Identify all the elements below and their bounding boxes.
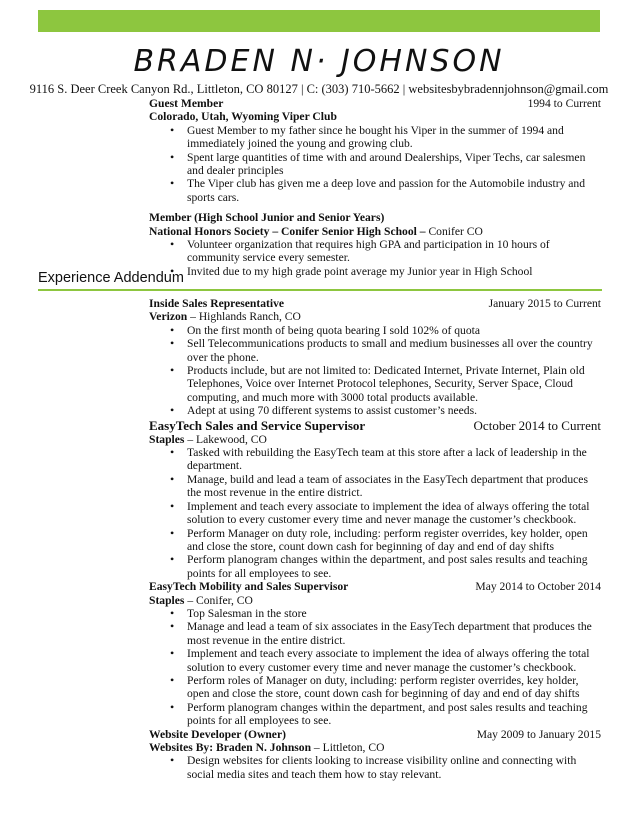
entry (149, 97, 601, 204)
bullet-item: • Implement and teach every associate to implement the idea of always offering the total solution to every customer every time and never manage the customer’s checkbook. (187, 500, 601, 527)
organization-name: Websites By: Braden N. Johnson (149, 741, 312, 754)
entry-title: Inside Sales Representative (149, 297, 285, 310)
entry (149, 418, 601, 580)
bullet-item: • Perform roles of Manager on duty, including: perform register overrides, key holder, open and close the store, count down cash for beginning of day and end of day shifts (187, 674, 601, 701)
entry-organization (149, 433, 601, 446)
bullet-item: • Top Salesman in the store (187, 607, 601, 620)
bullet-item: • Spent large quantities of time with and around Dealerships, Viper Techs, car salesmen and dealer principles (187, 151, 601, 178)
organization-location: – Conifer, CO (184, 593, 253, 607)
entry-title: Member (High School Junior and Senior Years) (149, 211, 385, 225)
entry (149, 297, 601, 418)
organization-location: Conifer CO (425, 224, 483, 238)
entry-organization (149, 110, 601, 123)
bullet-item: • Adept at using 70 different systems to assist customer’s needs. (187, 404, 601, 417)
entry-date: May 2014 to October 2014 (475, 580, 601, 594)
contact-line: 9116 S. Deer Creek Canyon Rd., Littleton, CO 80127 | C: (303) 710-5662 | websitesbybradennjohnson@gmail.com (29, 82, 609, 96)
resume-name: BRADEN N· JOHNSON (133, 44, 505, 79)
section-heading-experience-addendum: Experience Addendum (38, 270, 184, 286)
entry-organization (149, 225, 601, 238)
experience-content (149, 297, 601, 781)
bullet-item: • Implement and teach every associate to implement the idea of always offering the total solution to every customer every time and never manage the customer’s checkbook. (187, 647, 601, 674)
organization-name: Staples (149, 593, 185, 607)
organization-name: National Honors Society – Conifer Senior High School – (149, 224, 426, 238)
organization-name: Staples (149, 432, 185, 446)
bullet-item: • On the first month of being quota bearing I sold 102% of quota (187, 324, 601, 337)
bullet-item: • Manage and lead a team of six associates in the EasyTech department that produces the most revenue in the entire district. (187, 620, 601, 647)
entry-title: EasyTech Sales and Service Supervisor (149, 417, 366, 433)
bullet-item: • Sell Telecommunications products to small and medium businesses all over the country over the phone. (187, 337, 601, 364)
bullet-item: • Perform planogram changes within the department, and post sales results and teaching points for all employees to see. (187, 701, 601, 728)
entry-title: EasyTech Mobility and Sales Supervisor (149, 580, 349, 594)
bullet-list (149, 446, 601, 580)
organization-location: – Lakewood, CO (184, 432, 267, 446)
entry-date: January 2015 to Current (488, 297, 601, 310)
entry (149, 728, 601, 782)
entry-title-row (149, 728, 601, 741)
entry-title-row (149, 97, 601, 110)
bullet-list (149, 607, 601, 728)
entry-organization (149, 310, 601, 323)
organization-location: – Highlands Ranch, CO (187, 310, 301, 324)
top-content (149, 97, 601, 278)
bullet-item: • Volunteer organization that requires high GPA and participation in 10 hours of community service every semester. (187, 238, 601, 265)
organization-name: Verizon (149, 310, 188, 324)
bullet-list (149, 324, 601, 418)
bullet-list (149, 238, 601, 278)
bullet-item: • Guest Member to my father since he bought his Viper in the summer of 1994 and immediately joined the young and growing club. (187, 124, 601, 151)
bullet-item: • Manage, build and lead a team of associates in the EasyTech department that produces the most revenue in the entire district. (187, 473, 601, 500)
bullet-item: • Invited due to my high grade point average my Junior year in High School (187, 265, 601, 278)
entry-organization (149, 741, 601, 754)
entry-organization (149, 594, 601, 607)
bullet-list (149, 124, 601, 204)
entry-spacer (149, 204, 601, 211)
entry-date: May 2009 to January 2015 (476, 727, 601, 741)
bullet-item: • Perform Manager on duty role, including: perform register overrides, key holder, open and close the store, count down cash for beginning of day and end of day shifts (187, 527, 601, 554)
entry-date: 1994 to Current (527, 97, 601, 110)
entry-date: October 2014 to Current (473, 417, 601, 433)
entry-title-row (149, 297, 601, 310)
entry (149, 580, 601, 727)
entry-title-row (149, 211, 601, 224)
entry-title: Guest Member (149, 97, 224, 110)
bullet-item: • The Viper club has given me a deep love and passion for the Automobile industry and sports cars. (187, 177, 601, 204)
bullet-list (149, 754, 601, 781)
organization-location: – Littleton, CO (311, 741, 385, 754)
organization-name: Colorado, Utah, Wyoming Viper Club (149, 110, 337, 124)
header-accent-bar (38, 10, 600, 32)
entry (149, 211, 601, 278)
bullet-item: • Tasked with rebuilding the EasyTech team at this store after a lack of leadership in the department. (187, 446, 601, 473)
section-divider (38, 289, 602, 291)
bullet-item: • Perform planogram changes within the department, and post sales results and teaching points for all employees to see. (187, 553, 601, 580)
entry-title-row (149, 580, 601, 593)
entry-title-row (149, 418, 601, 433)
entry-title: Website Developer (Owner) (149, 727, 286, 741)
bullet-item: • Products include, but are not limited to: Dedicated Internet, Private Internet, Plain old Telephones, Voice over Internet Protocol telephones, Security, Server Space, Cloud computing, and much more with 3000 total products available. (187, 364, 601, 404)
bullet-item: • Design websites for clients looking to increase visibility online and connecting with social media sites and teach them how to stay relevant. (187, 754, 601, 781)
